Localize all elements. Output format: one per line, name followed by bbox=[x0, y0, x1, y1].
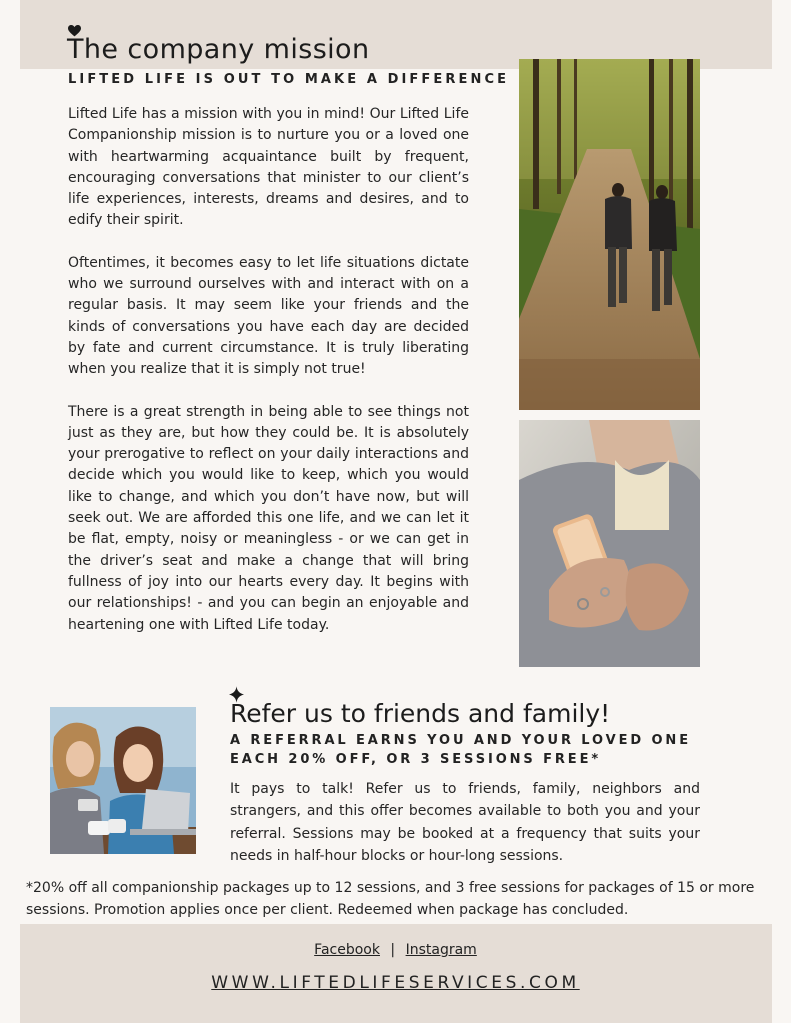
social-separator: | bbox=[390, 942, 396, 958]
mission-paragraph-3: There is a great strength in being able to see things not just as they are, but how they could be. It is absolutely your prerogative to reflect on your daily interactions and decide which you would like to keep, which you would like to change, and which you don’t have now, but will seek out. We are afforded this one life, and we can let it be flat, empty, noisy or meaningless - or we can get in the driver’s seat and make a change that will bring fullness of joy into our hearts every day. It begins with our relationships! - and you can begin an enjoyable and heartening one with Lifted Life today. bbox=[68, 403, 469, 633]
instagram-link[interactable]: Instagram bbox=[405, 942, 477, 958]
mission-body bbox=[68, 104, 469, 657]
mission-paragraph-1: Lifted Life has a mission with you in mind! Our Lifted Life Companionship mission is to nurture you or a loved one with heartwarming acquaintance built by frequent, encouraging conversations that minister to our client’s life experiences, interests, dreams and desires, and to edify their spirit. bbox=[68, 106, 469, 229]
referral-body: It pays to talk! Refer us to friends, family, neighbors and strangers, and this offer becomes available to both you and your referral. Sessions may be booked at a frequency that suits your needs in half-hour blocks or hour-long sessions. bbox=[230, 781, 700, 864]
promo-footnote: *20% off all companionship packages up to 12 sessions, and 3 free sessions for packages of 15 or more sessions. Promotion applies once per client. Redeemed when package has concluded. bbox=[26, 880, 755, 918]
referral-subtitle: A REFERRAL EARNS YOU AND YOUR LOVED ONE EACH 20% OFF, OR 3 SESSIONS FREE* bbox=[230, 733, 691, 767]
walking-path-photo bbox=[519, 59, 700, 410]
senior-phone-photo bbox=[519, 420, 700, 667]
mission-subtitle: LIFTED LIFE IS OUT TO MAKE A DIFFERENCE bbox=[68, 72, 510, 87]
mission-paragraph-2: Oftentimes, it becomes easy to let life situations dictate who we surround ourselves with and interact with on a regular basis. It may seem like your friends and the kinds of conversations you have each day are decided by fate and current circumstance. It is truly liberating when you realize that it is simply not true! bbox=[68, 254, 469, 378]
website-row bbox=[0, 973, 791, 993]
referral-title: Refer us to friends and family! bbox=[230, 699, 611, 728]
friends-laptop-photo bbox=[50, 707, 196, 854]
facebook-link[interactable]: Facebook bbox=[314, 942, 380, 958]
mission-title: The company mission bbox=[67, 34, 370, 65]
website-link[interactable]: WWW.LIFTEDLIFESERVICES.COM bbox=[211, 973, 580, 993]
social-links bbox=[0, 942, 791, 958]
